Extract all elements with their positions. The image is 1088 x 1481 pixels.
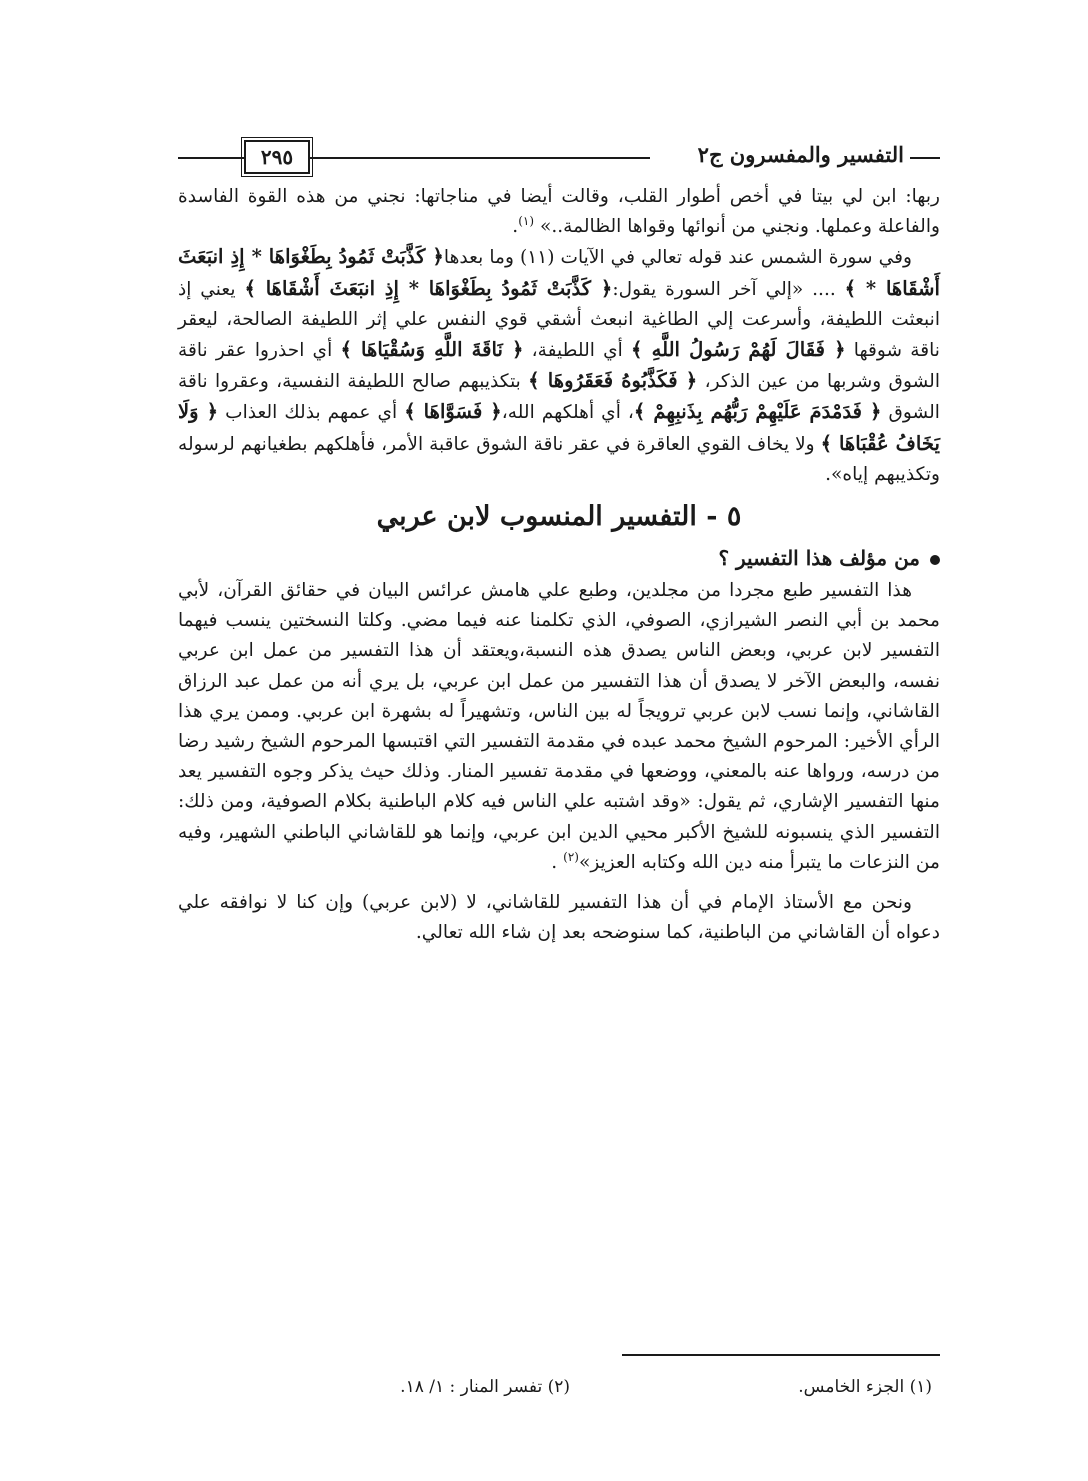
paragraph-quote-continuation — [178, 182, 940, 242]
text-run: . — [551, 851, 558, 873]
book-page — [178, 140, 940, 1440]
quran-verse: ﴿ كَذَّبَتْ ثَمُودُ بِطَغْوَاهَا * إِذِ انبَعَثَ أَشْقَاهَا ﴾ — [244, 276, 613, 300]
bullet-icon — [930, 555, 940, 565]
header-title: التفسير والمفسرون ج٢ — [692, 142, 910, 167]
footnote-1: (١) الجزء الخامس. — [798, 1377, 932, 1397]
footnote-ref-2: (٢) — [563, 849, 579, 864]
text-run: وفي سورة الشمس عند قوله تعالي في الآيات (١١) وما بعدها — [443, 247, 913, 269]
text-run: أي عمهم بذلك العذاب — [225, 402, 398, 424]
quran-verse: ﴿ نَاقَةَ اللَّهِ وَسُقْيَاهَا ﴾ — [340, 338, 524, 362]
quran-verse: ﴿ فَدَمْدَمَ عَلَيْهِمْ رَبُّهُم بِذَنبِهِمْ ﴾ — [633, 400, 882, 424]
paragraph-conclusion — [178, 888, 940, 948]
text-run: ولا يخاف القوي العاقرة في عقر ناقة الشوق عاقبة الأمر، فأهلكهم بطغيانهم لرسوله وتكذيبهم إياه». — [178, 433, 940, 485]
subheading — [178, 542, 940, 574]
header-rule-middle — [290, 157, 650, 159]
page-number: ٢٩٥ — [244, 140, 310, 174]
text-run: يعني إذ انبعثت اللطيفة، وأسرعت إلي الطاغية انبعث أشقي قوي النفس علي إثر اللطيفة الصالحة، ليعقر ناقة شوقها — [178, 278, 940, 362]
quran-verse: ﴿ فَسَوَّاهَا ﴾ — [404, 400, 502, 424]
header-rule-left — [178, 157, 244, 159]
quran-verse: ﴿ فَقَالَ لَهُمْ رَسُولُ اللَّهِ ﴾ — [631, 338, 846, 362]
quran-verse: ﴿ وَلَا يَخَافُ عُقْبَاهَا ﴾ — [178, 400, 940, 455]
main-text — [178, 182, 940, 948]
text-run: أي احذروا عقر ناقة الشوق وشربها من عين الذكر، — [178, 340, 941, 393]
text-run: ربها: ابن لي بيتا في أخص أطوار القلب، وقالت أيضا في مناجاتها: نجني من هذه القوة الفاسدة والفاعلة وعملها. ونجني من أنوائها وقواها الظالمة..» — [178, 186, 940, 238]
text-run: . — [512, 216, 519, 238]
text-run: ونحن مع الأستاذ الإمام في أن هذا التفسير للقاشاني، لا (لابن عربي) وإن كنا لا نوافقه علي دعواه أن القاشاني من الباطنية، كما سنوضحه بعد إن شاء الله تعالي. — [178, 892, 940, 944]
text-run: .... «إلي آخر السورة يقول: — [612, 278, 836, 300]
text-run: ، أي أهلكهم الله، — [501, 402, 634, 424]
paragraph-authorship — [178, 576, 940, 878]
text-run: هذا التفسير طبع مجردا من مجلدين، وطبع علي هامش عرائس البيان في حقائق القرآن، لأبي محمد بن أبي النصر الشيرازي، الصوفي، الذي تكلمنا عنه فيما مضي. وكلتا النسختين ينسب فيهما التفسير لابن عربي، وبعض الناس يصدق هذه النسبة،ويعتقد أن هذا التفسير من عمل ابن عربي نفسه، والبعض الآخر لا يصدق أن هذا التفسير من عمل ابن عربي، بل يري أنه من عمل عبد الرزاق القاشاني، وإنما نسب لابن عربي ترويجاً له بين الناس، وتشهيراً له بشهرة ابن عربي. وممن يري هذا الرأي الأخير: المرحوم الشيخ محمد عبده في مقدمة التفسير التي اقتبسها المرحوم الشيخ رشيد رضا من درسه، ورواها عنه بالمعني، ووضعها في مقدمة تفسير المنار. وذلك حيث يذكر وجوه التفسير يعد منها التفسير الإشاري، ثم يقول: «وقد اشتبه علي الناس فيه كلام الباطنية بكلام الصوفية، ومن ذلك: التفسير الذي ينسبونه للشيخ الأكبر محيي الدين ابن عربي، وإنما هو للقاشاني الباطني الشهير، وفيه من النزعات ما يتبرأ منه دين الله وكتابه العزيز» — [178, 580, 940, 873]
paragraph-surat-al-shams — [178, 242, 940, 490]
footnote-ref-1: (١) — [518, 214, 535, 229]
footnotes — [148, 1372, 940, 1412]
subheading-text: من مؤلف هذا التفسير ؟ — [718, 546, 920, 571]
quran-verse: ﴿ كَذَّبَتْ ثَمُودُ بِطَغْوَاهَا * إِذِ انبَعَثَ أَشْقَاهَا * ﴾ — [178, 245, 940, 300]
section-heading: ٥ - التفسير المنسوب لابن عربي — [376, 501, 742, 533]
text-run: بتكذيبهم صالح اللطيفة النفسية، وعقروا ناقة الشوق — [178, 371, 940, 424]
footnote-2: (٢) تفسر المنار : ١/ ١٨. — [400, 1377, 570, 1397]
header-rule-right — [908, 157, 940, 159]
footnote-separator — [622, 1354, 940, 1356]
quran-verse: ﴿ فَكَذَّبُوهُ فَعَقَرُوهَا ﴾ — [528, 369, 698, 393]
text-run: أي اللطيفة، — [531, 340, 623, 362]
running-header — [178, 140, 940, 180]
